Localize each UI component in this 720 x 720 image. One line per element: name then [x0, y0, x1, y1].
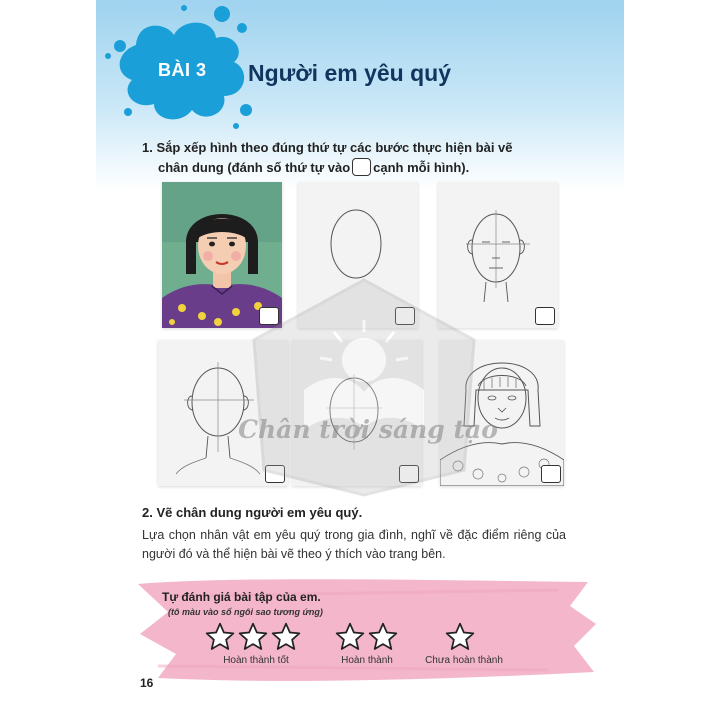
star-icon[interactable] — [270, 621, 302, 653]
star-icon[interactable] — [367, 621, 399, 653]
question-1 — [142, 138, 578, 178]
star-group-complete-well[interactable] — [204, 621, 302, 653]
star-group-not-complete[interactable] — [444, 621, 476, 653]
order-checkbox-3[interactable] — [535, 307, 555, 325]
answer-box-example — [352, 158, 371, 176]
self-evaluation-note: (tô màu vào số ngôi sao tương ứng) — [168, 607, 323, 617]
question-1-line-1: 1. Sắp xếp hình theo đúng thứ tự các bước thực hiện bài vẽ — [142, 140, 513, 155]
self-evaluation-title: Tự đánh giá bài tập của em. — [162, 590, 321, 604]
star-label-complete: Hoàn thành — [341, 655, 393, 666]
star-icon[interactable] — [204, 621, 236, 653]
star-label-not-complete: Chưa hoàn thành — [425, 655, 503, 666]
star-icon[interactable] — [237, 621, 269, 653]
star-label-complete-well: Hoàn thành tốt — [223, 655, 289, 666]
star-icon[interactable] — [444, 621, 476, 653]
page-number: 16 — [140, 676, 154, 690]
question-2-title: 2. Vẽ chân dung người em yêu quý. — [142, 505, 363, 520]
publisher-watermark-logo — [234, 270, 494, 500]
watermark-text: Chân trời sáng tạo — [238, 415, 498, 444]
textbook-page — [96, 0, 624, 720]
question-1-line-2-after: cạnh mỗi hình). — [373, 160, 470, 175]
star-group-complete[interactable] — [334, 621, 399, 653]
star-icon[interactable] — [334, 621, 366, 653]
order-checkbox-6[interactable] — [541, 465, 561, 483]
lesson-label: BÀI 3 — [158, 60, 207, 80]
lesson-title: Người em yêu quý — [248, 60, 451, 86]
question-1-line-2-before: chân dung (đánh số thứ tự vào — [158, 160, 351, 175]
question-2-body: Lựa chọn nhân vật em yêu quý trong gia đình, nghĩ về đặc điểm riêng của người đó và thể hiện bài vẽ theo ý thích vào trang bên. — [142, 528, 566, 561]
question-1-line-2 — [142, 158, 578, 178]
